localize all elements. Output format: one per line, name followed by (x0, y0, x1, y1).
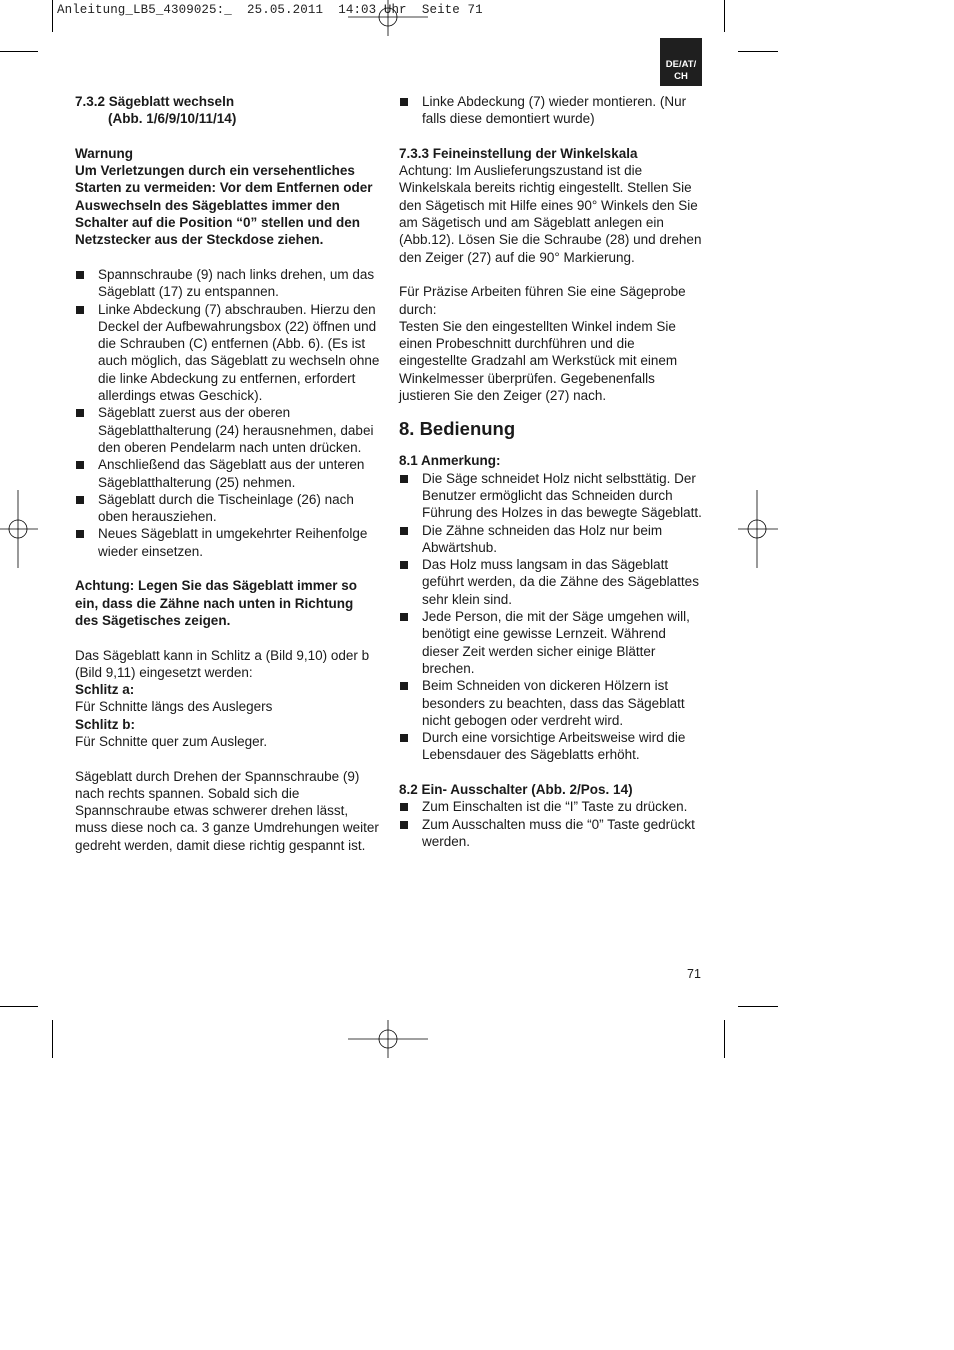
crop-mark (52, 1020, 53, 1058)
list-item: Die Zähne schneiden das Holz nur beim Abwärtshub. (399, 522, 704, 557)
registration-mark-bottom (348, 1020, 428, 1058)
list-item: Jede Person, die mit der Säge umgehen will, benötigt eine gewisse Lernzeit. Während dieser Zeit werden sicher einige Blätter brechen. (399, 608, 704, 677)
crop-mark (724, 0, 725, 32)
section-heading-7-3-2-figures: (Abb. 1/6/9/10/11/14) (108, 111, 237, 127)
crop-mark (0, 1006, 38, 1007)
language-tab (660, 38, 702, 86)
section-heading-8-2: 8.2 Ein- Ausschalter (Abb. 2/Pos. 14) (399, 781, 633, 797)
slot-a-label: Schlitz a: (75, 682, 135, 698)
bullet-list-notes (399, 470, 704, 764)
list-item: Linke Abdeckung (7) abschrauben. Hierzu den Deckel der Aufbewahrungsbox (22) öffnen und die Schrauben (C) entfernen (Abb. 6). (Es ist auch möglich, das Sägeblatt zu wechseln ohne die linke Abdeckung zu entfernen, erfordert allerdings etwas Geschick). (75, 301, 380, 405)
header-time: 14:03 Uhr (338, 3, 407, 17)
section-heading-7-3-2: 7.3.2 Sägeblatt wechseln (75, 94, 235, 109)
list-item: Sägeblatt durch die Tischeinlage (26) nach oben herausziehen. (75, 491, 380, 526)
slot-b-label: Schlitz b: (75, 716, 135, 732)
header-page: Seite 71 (421, 3, 483, 17)
list-item: Durch eine vorsichtige Arbeitsweise wird die Lebensdauer des Sägeblatts erhöht. (399, 729, 704, 764)
language-tab-line1: DE/AT/ (665, 59, 697, 70)
right-column (399, 93, 704, 850)
crop-mark (724, 1020, 725, 1058)
list-item: Zum Ausschalten muss die “0” Taste gedrückt werden. (399, 816, 704, 851)
list-item: Anschließend das Sägeblatt aus der unteren Sägeblatthalterung (25) nehmen. (75, 456, 380, 491)
bullet-list-cover (399, 93, 704, 128)
registration-mark-right (738, 490, 778, 568)
chapter-heading-8: 8. Bedienung (399, 418, 516, 440)
warning-text: Um Verletzungen durch ein versehentliches Starten zu vermeiden: Vor dem Entfernen oder Auswechseln des Sägeblattes immer den Schalter auf die Position “0” stellen und den Netzstecker aus der Steckdose ziehen. (75, 163, 373, 248)
precise-work-paragraph: Für Präzise Arbeiten führen Sie eine Sägeprobe durch: (399, 284, 686, 317)
slot-intro: Das Sägeblatt kann in Schlitz a (Bild 9,10) oder b (Bild 9,11) eingesetzt werden: (75, 647, 370, 680)
registration-mark-left (0, 490, 38, 568)
section-heading-8-1: 8.1 Anmerkung: (399, 453, 501, 469)
list-item: Das Holz muss langsam in das Sägeblatt geführt werden, da die Zähne des Sägeblattes sehr klein sind. (399, 556, 704, 608)
crop-mark (738, 1006, 778, 1007)
tensioning-paragraph: Sägeblatt durch Drehen der Spannschraube (9) nach rechts spannen. Sobald sich die Spannschraube etwas schwerer drehen lässt, muss diese noch ca. 3 ganze Umdrehungen weiter gedreht werden, damit diese richtig gespannt ist. (75, 768, 379, 853)
header-file: Anleitung_LB5_4309025:_ (57, 3, 232, 17)
registration-mark-top (348, 0, 428, 36)
header-date: 25.05.2011 (247, 3, 324, 17)
slot-a-text: Für Schnitte längs des Auslegers (75, 699, 273, 715)
list-item: Linke Abdeckung (7) wieder montieren. (Nur falls diese demontiert wurde) (399, 93, 704, 128)
page-number: 71 (687, 967, 701, 981)
left-column (75, 93, 380, 854)
list-item: Die Säge schneidet Holz nicht selbsttätig. Der Benutzer ermöglicht das Schneiden durch Führung des Holzes in das bewegte Sägeblatt. (399, 470, 704, 522)
angle-scale-paragraph: Achtung: Im Auslieferungszustand ist die Winkelskala bereits richtig eingestellt. Stellen Sie den Sägetisch mit Hilfe eines 90° Winkels den Sie am Sägetisch und am Sägeblatt anlegen ein (Abb.12). Lösen Sie die Schraube (28) und drehen den Zeiger (27) auf die 90° Markierung. (399, 163, 702, 265)
test-paragraph: Testen Sie den eingestellten Winkel indem Sie einen Probeschnitt durchführen und die eingestellte Gradzahl am Werkstück mit einem Winkelmesser überprüfen. Gegebenenfalls justieren Sie den Zeiger (27) nach. (399, 318, 678, 404)
warning-title: Warnung (75, 145, 133, 161)
crop-mark (52, 0, 53, 32)
achtung-note: Achtung: Legen Sie das Sägeblatt immer so ein, dass die Zähne nach unten in Richtung des Sägetisches zeigen. (75, 578, 358, 628)
list-item: Neues Sägeblatt in umgekehrter Reihenfolge wieder einsetzen. (75, 525, 380, 560)
list-item: Zum Einschalten ist die “I” Taste zu drücken. (399, 798, 704, 815)
slot-b-text: Für Schnitte quer zum Ausleger. (75, 733, 268, 749)
list-item: Beim Schneiden von dickeren Hölzern ist besonders zu beachten, dass das Sägeblatt nicht gebogen oder verdreht wird. (399, 677, 704, 729)
list-item: Sägeblatt zuerst aus der oberen Sägeblatthalterung (24) herausnehmen, dabei den oberen Pendelarm nach unten drücken. (75, 404, 380, 456)
section-heading-7-3-3: 7.3.3 Feineinstellung der Winkelskala (399, 145, 638, 161)
language-tab-line2: CH (674, 71, 688, 82)
list-item: Spannschraube (9) nach links drehen, um das Sägeblatt (17) zu entspannen. (75, 266, 380, 301)
bullet-list-blade-change (75, 266, 380, 560)
crop-mark (738, 51, 778, 52)
crop-mark (0, 51, 38, 52)
bullet-list-switch (399, 798, 704, 850)
